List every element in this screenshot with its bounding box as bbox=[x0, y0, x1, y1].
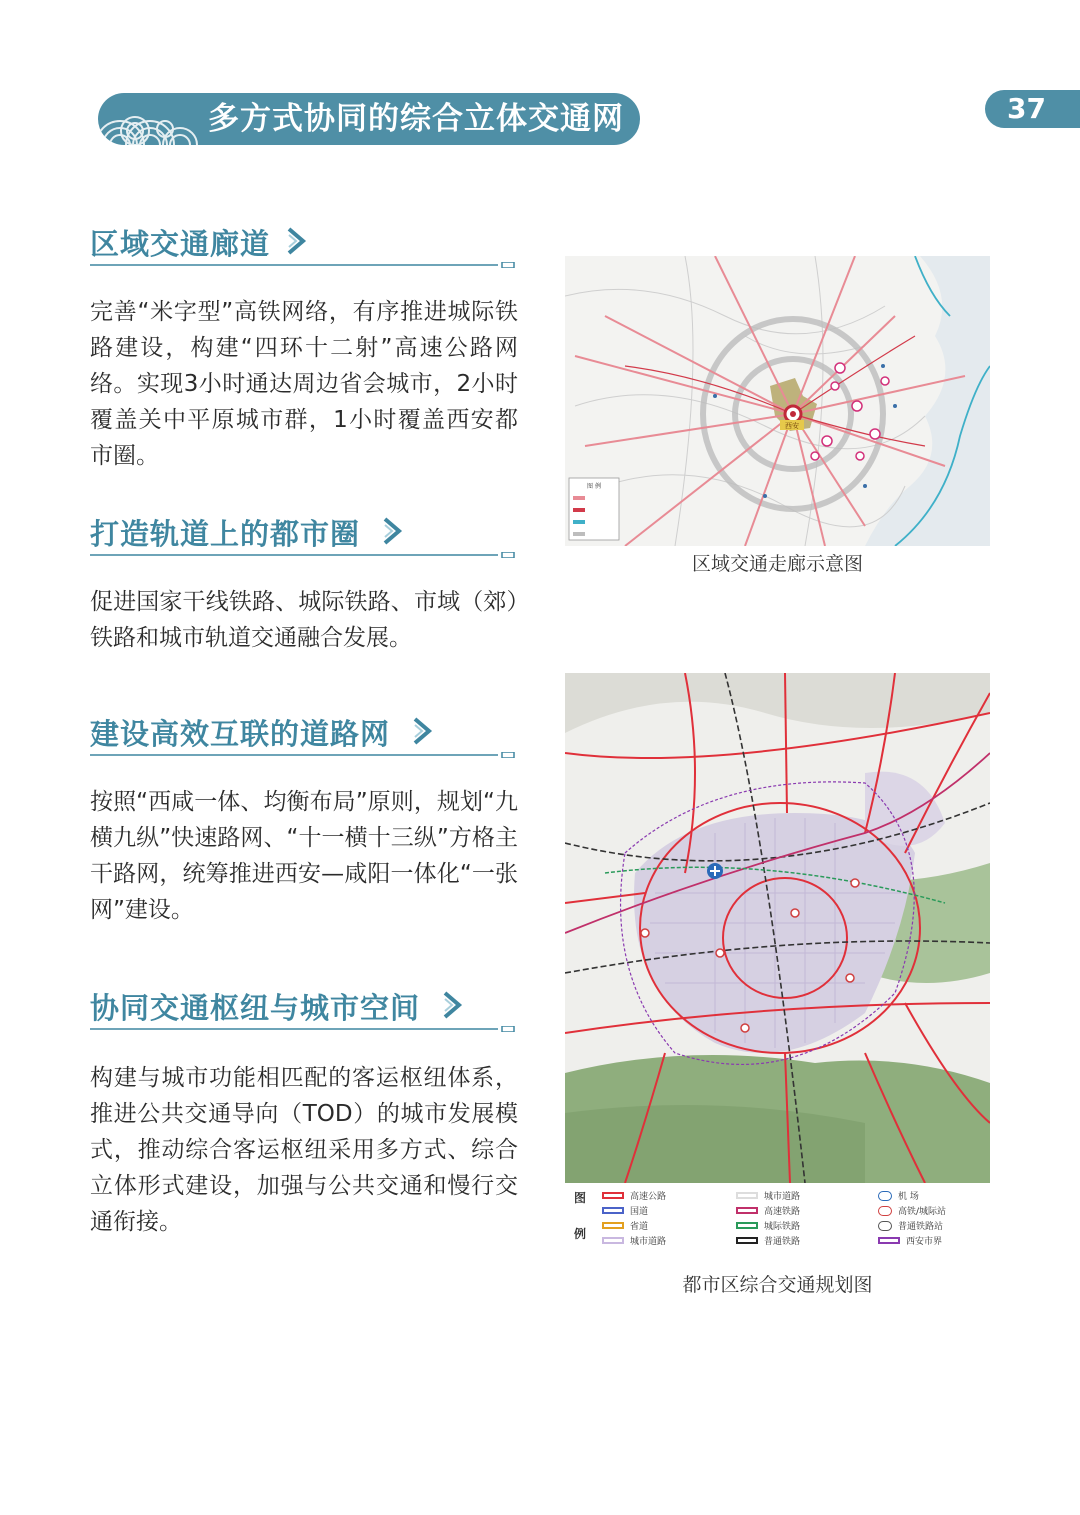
legend-head-1: 图 bbox=[574, 1191, 587, 1205]
legend-symbol-icon bbox=[878, 1191, 892, 1201]
section-body-1: 完善“米字型”高铁网络，有序推进城际铁路建设，构建“四环十二射”高速公路网络。实现3小时通达周边省会城市，2小时覆盖关中平原城市群，1小时覆盖西安都市圈。 bbox=[90, 299, 518, 469]
chevron-right-icon bbox=[442, 990, 464, 1020]
legend-item bbox=[602, 1204, 648, 1217]
legend-label: 普通铁路 bbox=[764, 1237, 801, 1247]
legend-swatch bbox=[602, 1207, 624, 1214]
legend-item bbox=[878, 1189, 919, 1202]
legend-swatch bbox=[602, 1222, 624, 1229]
legend-symbol-icon bbox=[878, 1221, 892, 1231]
legend-label: 城市道路 bbox=[630, 1237, 667, 1247]
map-center-label: 西安 bbox=[785, 422, 799, 430]
legend-label: 高铁/城际站 bbox=[898, 1207, 947, 1217]
chevron-right-icon bbox=[382, 516, 404, 546]
heading-rule bbox=[90, 1026, 516, 1032]
legend-item bbox=[736, 1204, 800, 1217]
heading-rule bbox=[90, 262, 516, 268]
legend-item bbox=[602, 1189, 666, 1202]
chevron-right-icon bbox=[412, 716, 434, 746]
legend-item bbox=[878, 1234, 942, 1247]
metro-map-caption: 都市区综合交通规划图 bbox=[682, 1274, 873, 1296]
legend-label: 机 场 bbox=[898, 1192, 919, 1202]
chevron-right-icon bbox=[286, 226, 308, 256]
heading-rule bbox=[90, 752, 516, 758]
heading-rule bbox=[90, 552, 516, 558]
section-body-3: 按照“西咸一体、均衡布局”原则，规划“九横九纵”快速路网、“十一横十三纵”方格主干路网，统筹推进西安—咸阳一体化“一张网”建设。 bbox=[90, 789, 518, 923]
legend-item bbox=[878, 1219, 943, 1232]
legend-item bbox=[736, 1234, 800, 1247]
legend-item bbox=[878, 1204, 946, 1217]
map-legend-title: 图 例 bbox=[587, 483, 601, 490]
section-heading-3 bbox=[90, 712, 516, 756]
section-heading-4 bbox=[90, 986, 516, 1030]
legend-label: 高速公路 bbox=[630, 1192, 667, 1202]
legend-label: 省道 bbox=[630, 1222, 649, 1232]
legend-swatch bbox=[602, 1237, 624, 1244]
section-heading-1 bbox=[90, 222, 516, 266]
metro-map-image bbox=[565, 673, 990, 1183]
legend-symbol-icon bbox=[878, 1206, 892, 1216]
legend-swatch bbox=[736, 1237, 758, 1244]
legend-label: 国道 bbox=[630, 1207, 649, 1217]
legend-label: 城市道路 bbox=[764, 1192, 801, 1202]
regional-map-caption: 区域交通走廊示意图 bbox=[691, 553, 863, 575]
legend-item bbox=[602, 1219, 648, 1232]
legend-label: 西安市界 bbox=[906, 1237, 943, 1247]
legend-label: 普通铁路站 bbox=[898, 1222, 944, 1232]
legend-swatch bbox=[736, 1222, 758, 1229]
regional-map-image bbox=[565, 256, 990, 546]
legend-label: 高速铁路 bbox=[764, 1207, 801, 1217]
section-heading-2 bbox=[90, 512, 516, 556]
header-banner bbox=[98, 93, 640, 145]
metro-transport-map bbox=[565, 673, 990, 1183]
wave-pattern-icon bbox=[98, 93, 208, 145]
legend-swatch bbox=[878, 1237, 900, 1244]
legend-swatch bbox=[736, 1192, 758, 1199]
legend-swatch bbox=[602, 1192, 624, 1199]
page-number: 37 bbox=[985, 90, 1080, 128]
legend-head-2: 例 bbox=[574, 1227, 587, 1241]
section-body-4: 构建与城市功能相匹配的客运枢纽体系，推进公共交通导向（TOD）的城市发展模式，推动综合客运枢纽采用多方式、综合立体形式建设，加强与公共交通和慢行交通衔接。 bbox=[90, 1065, 518, 1235]
metro-map-legend bbox=[566, 1185, 991, 1253]
section-title: 协同交通枢纽与城市空间 bbox=[90, 991, 421, 1025]
legend-swatch bbox=[736, 1207, 758, 1214]
legend-item bbox=[736, 1189, 800, 1202]
legend-item bbox=[736, 1219, 800, 1232]
page-title: 多方式协同的综合立体交通网 bbox=[208, 101, 624, 137]
section-title: 建设高效互联的道路网 bbox=[90, 717, 391, 751]
regional-corridor-map bbox=[565, 256, 990, 546]
section-title: 打造轨道上的都市圈 bbox=[90, 517, 361, 551]
legend-label: 城际铁路 bbox=[764, 1222, 801, 1232]
legend-item bbox=[602, 1234, 666, 1247]
section-title: 区域交通廊道 bbox=[90, 227, 271, 261]
section-body-2: 促进国家干线铁路、城际铁路、市域（郊）铁路和城市轨道交通融合发展。 bbox=[90, 589, 518, 651]
